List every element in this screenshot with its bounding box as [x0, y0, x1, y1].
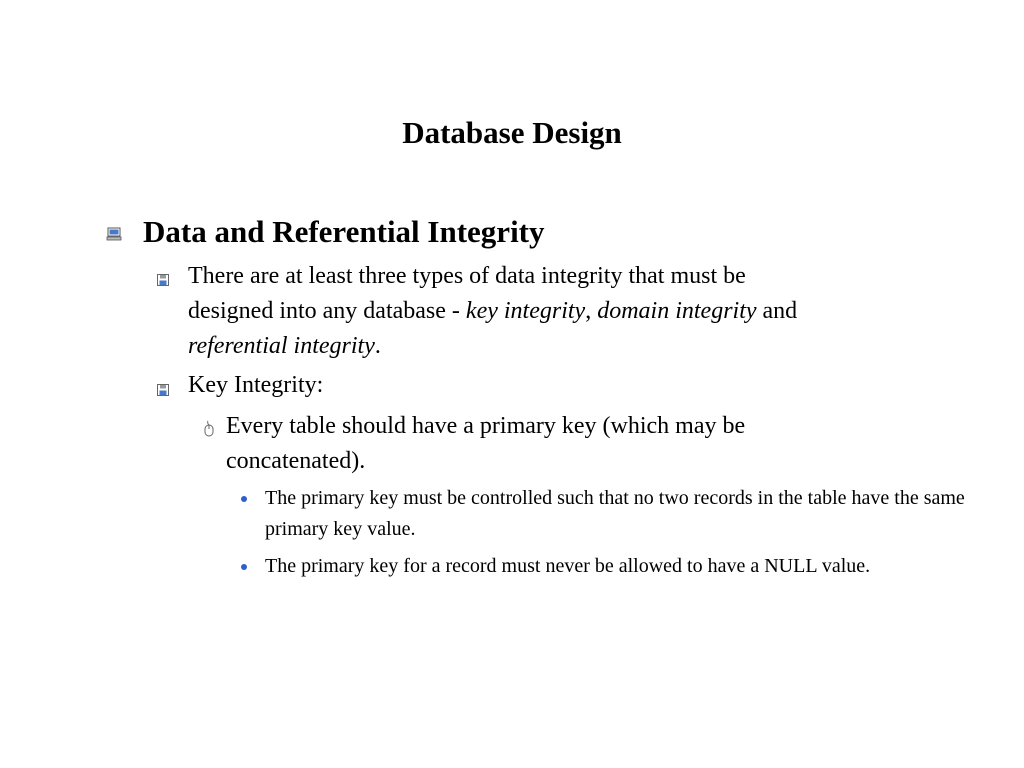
- domain-integrity-term: domain integrity: [597, 298, 757, 324]
- unique-primary-key-text: The primary key must be controlled such that no two records in the table have the same primary key value.: [265, 487, 965, 540]
- key-integrity-term: key integrity: [465, 298, 586, 324]
- primary-key-rule-text: Every table should have a primary key (which may be concatenated).: [226, 413, 746, 474]
- slide-title: Database Design: [402, 115, 622, 150]
- dot-bullet: [241, 496, 247, 502]
- heading-text: Data and Referential Integrity: [143, 214, 545, 249]
- mouse-icon: [202, 420, 216, 443]
- non-null-primary-key-text: The primary key for a record must never be allowed to have a NULL value.: [265, 555, 871, 577]
- integrity-types-line1: There are at least three types of data integrity that must be: [188, 263, 746, 289]
- key-integrity-label: Key Integrity:: [188, 372, 324, 398]
- computer-icon: [106, 227, 122, 246]
- floppy-disk-icon: [157, 383, 169, 401]
- line2-prefix: designed into any database -: [188, 298, 466, 324]
- integrity-types-text: [188, 259, 908, 364]
- period: .: [374, 333, 381, 359]
- dot-bullet: [241, 564, 247, 570]
- floppy-disk-icon: [157, 273, 169, 291]
- integrity-types-line3: [188, 329, 908, 364]
- referential-integrity-term: referential integrity: [188, 333, 375, 359]
- and-word: and: [756, 298, 798, 324]
- comma: ,: [585, 298, 592, 324]
- integrity-types-line2: [188, 294, 908, 329]
